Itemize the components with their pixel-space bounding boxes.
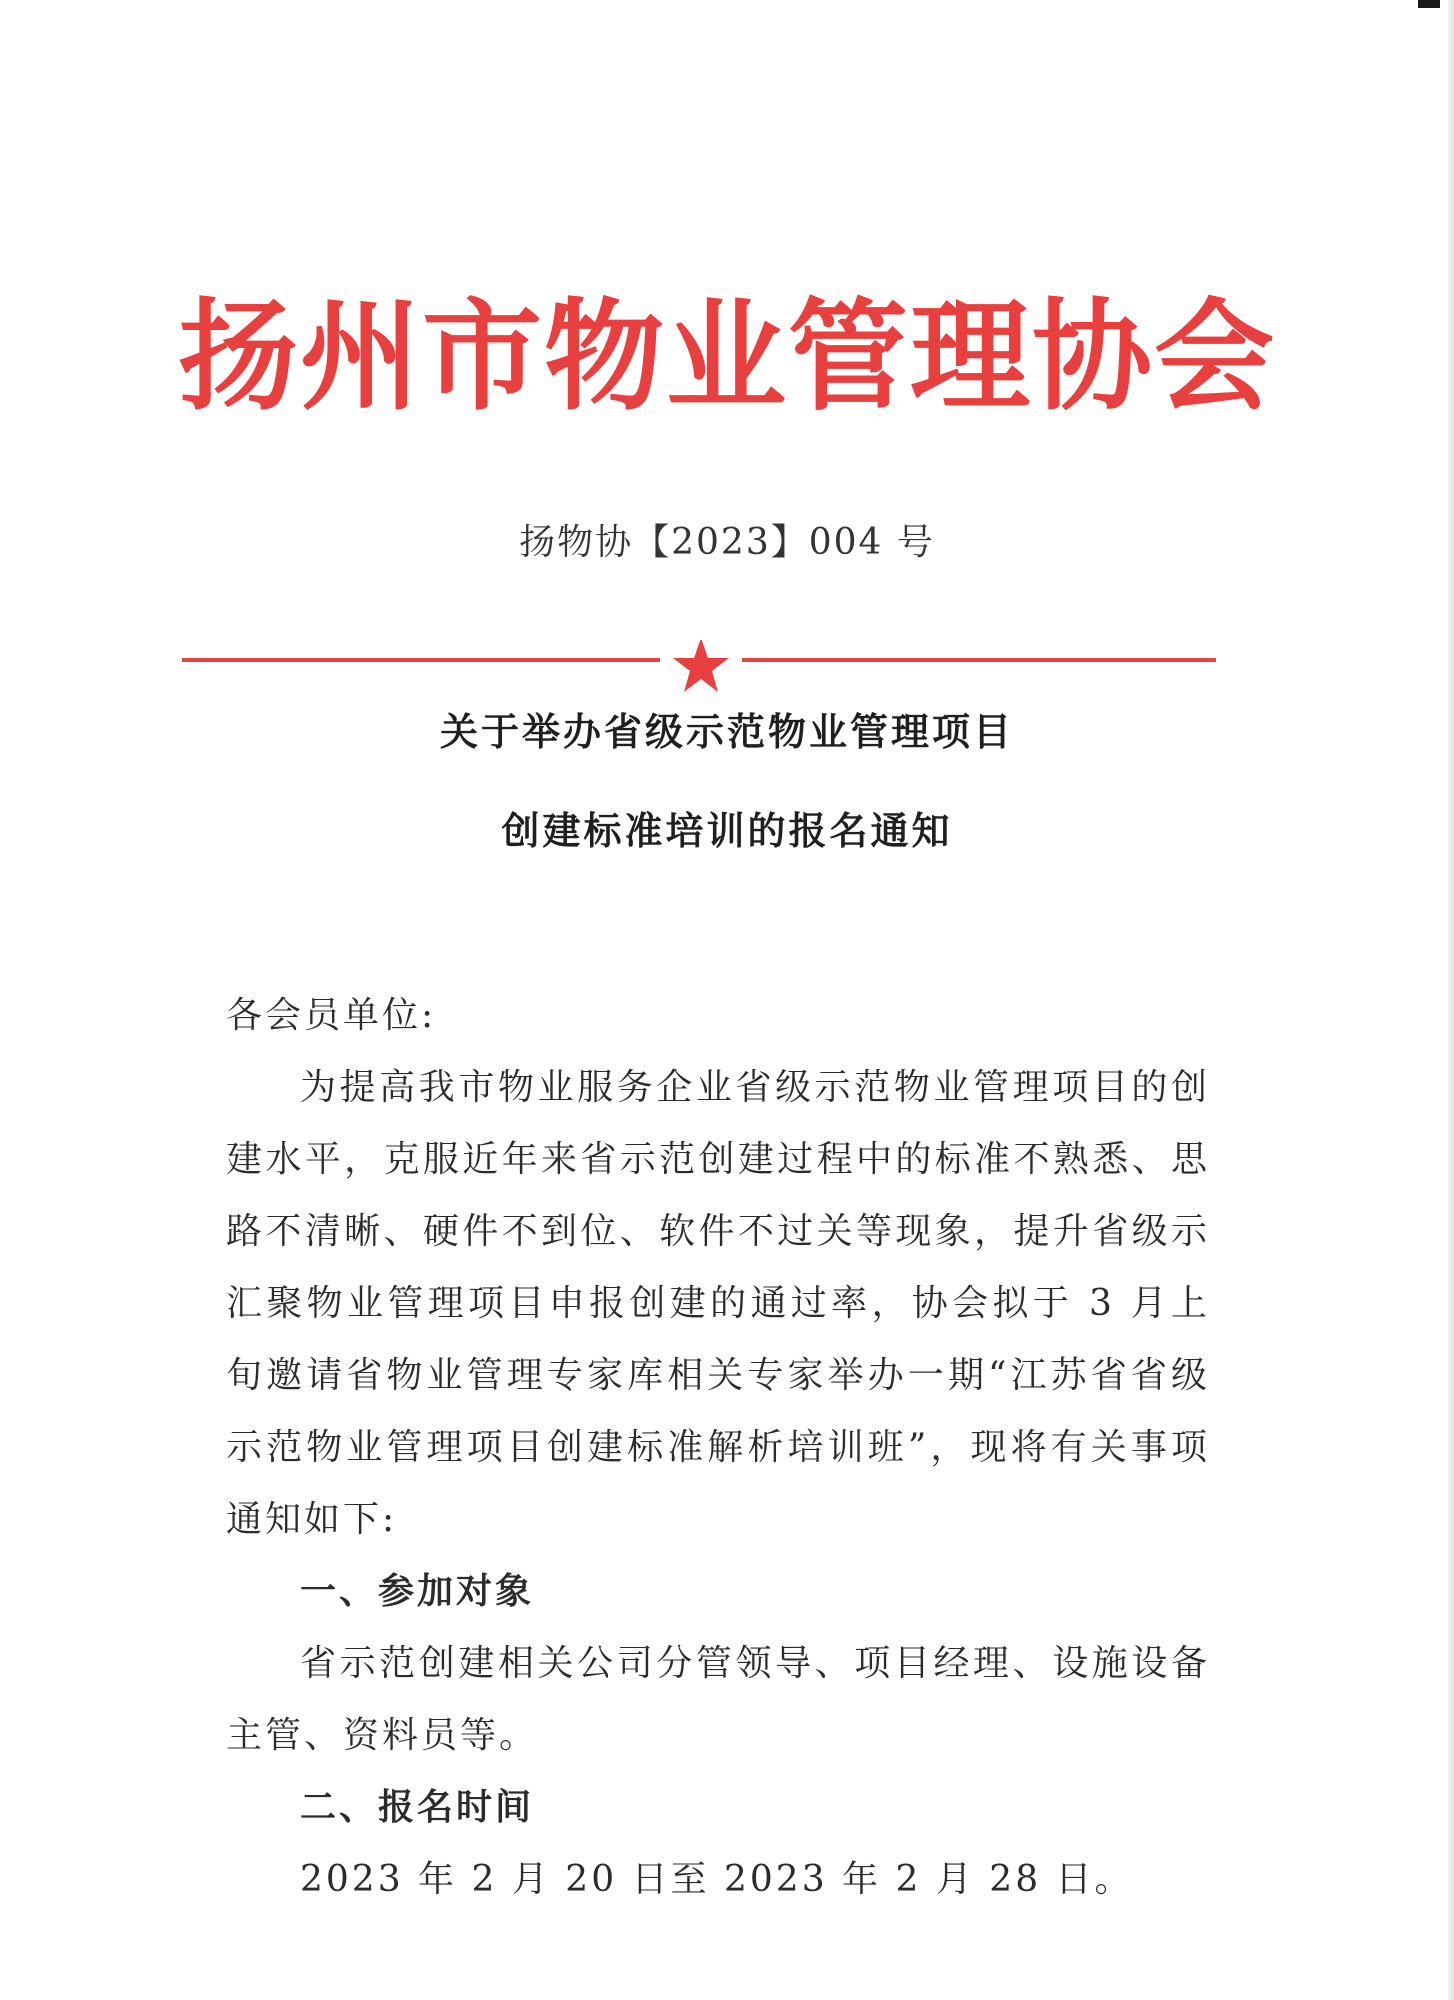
star-icon bbox=[673, 640, 729, 692]
section-1-heading: 一、参加对象 bbox=[300, 1571, 535, 1612]
scan-corner-mark bbox=[1418, 0, 1440, 8]
organization-title: 扬州市物业管理协会 bbox=[178, 286, 1276, 427]
section-2-heading: 二、报名时间 bbox=[300, 1787, 535, 1828]
red-star-divider bbox=[182, 640, 1216, 700]
salutation: 各会员单位: bbox=[226, 995, 437, 1036]
notice-title-line-1: 关于举办省级示范物业管理项目 bbox=[439, 710, 1014, 754]
notice-title-line-2: 创建标准培训的报名通知 bbox=[501, 809, 953, 853]
section-1-text: 省示范创建相关公司分管领导、项目经理、设施设备主管、资料员等。 bbox=[226, 1643, 1210, 1756]
intro-paragraph: 为提高我市物业服务企业省级示范物业管理项目的创建水平，克服近年来省示范创建过程中的标准不熟悉、思路不清晰、硬件不到位、软件不过关等现象，提升省级示汇聚物业管理项目申报创建的通过率，协会拟于 3 月上旬邀请省物业管理专家库相关专家举办一期“江苏省省级示范物业管理项目创建标准解析培训班”，现将有关事项通知如下: bbox=[226, 1067, 1210, 1540]
document-body bbox=[226, 980, 1210, 1916]
section-2-text: 2023 年 2 月 20 日至 2023 年 2 月 28 日。 bbox=[300, 1859, 1134, 1900]
document-number: 扬物协【2023】004 号 bbox=[519, 522, 935, 563]
